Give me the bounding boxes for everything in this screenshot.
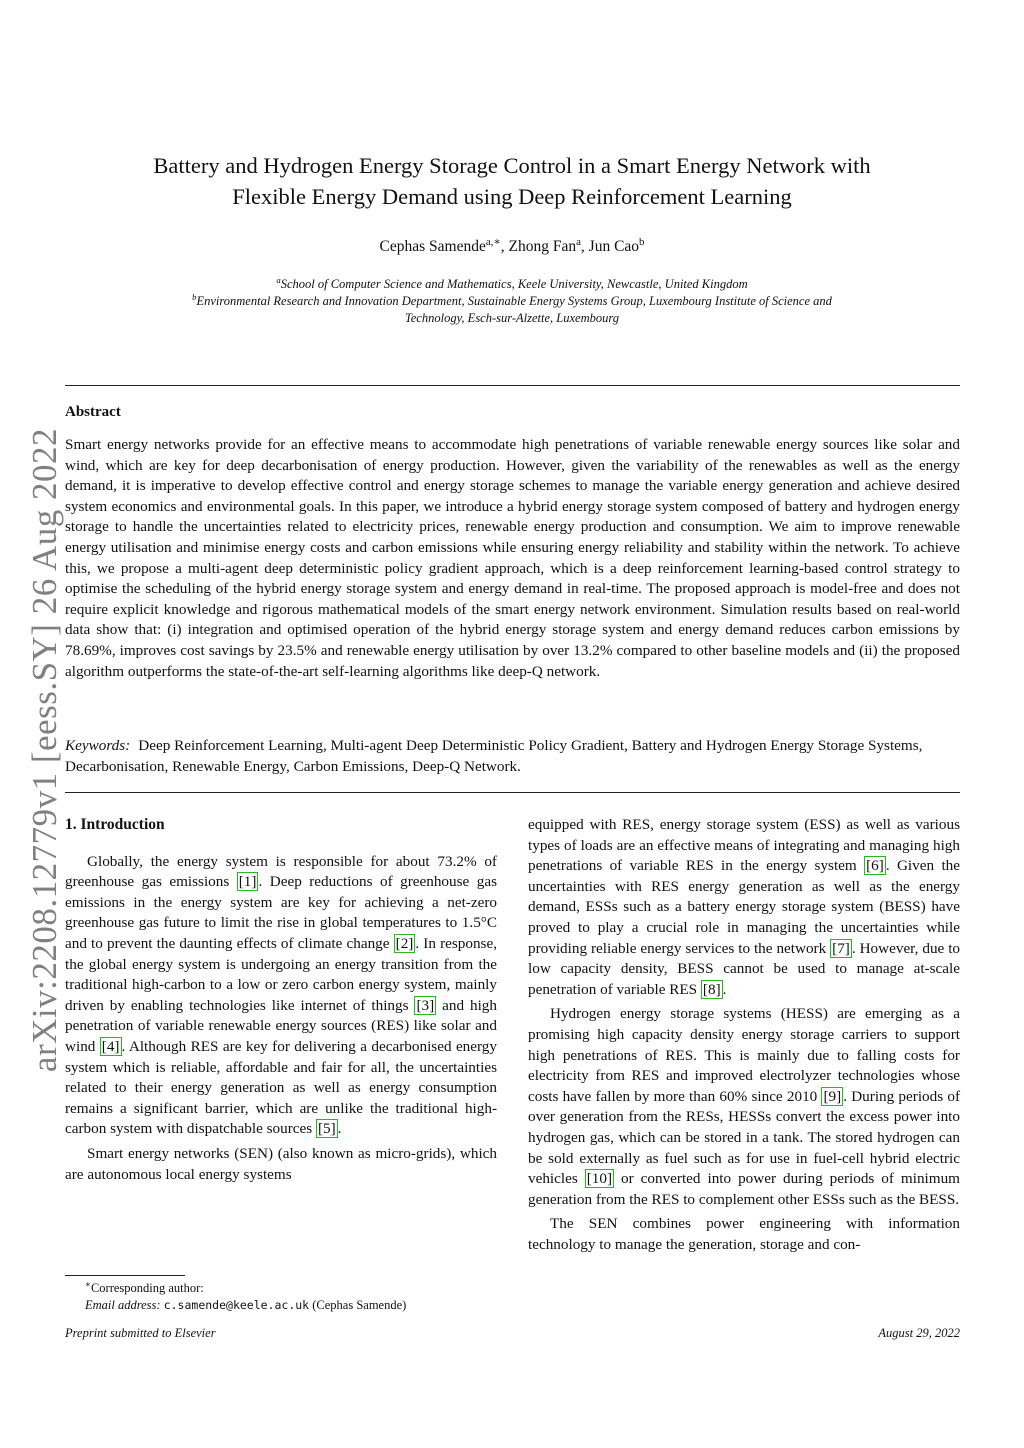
arxiv-identifier: arXiv:2208.12779v1 [eess.SY] 26 Aug 2022: [25, 427, 64, 1073]
title-line-1: Battery and Hydrogen Energy Storage Control in a Smart Energy Network with: [153, 153, 871, 178]
citation-link[interactable]: [4]: [101, 1037, 120, 1055]
intro-paragraph-1: Globally, the energy system is responsible for about 73.2% of greenhouse gas emissions [1] . Deep reductions of greenhouse gas emissions in the energy system are key for achieving a net-zero greenhouse gas future to limit the rise in global temperatures to 1.5°C and to prevent the daunting effects of climate change [2] . In response, the global energy system is undergoing an energy transition from the traditional high-carbon to a low or zero carbon energy system, mainly driven by enabling technologies like internet of things [3] and high penetration of variable renewable energy sources (RES) like solar and wind [4] . Although RES are key for delivering a decarbonised energy system which is reliable, affordable and fair for all, the uncertainties related to their energy generation as well as energy consumption remains a significant barrier, which are unlike the traditional high-carbon system with dispatchable sources [5] .: [65, 852, 498, 1138]
preprint-note: Preprint submitted to Elsevier: [65, 1326, 216, 1340]
citation-link[interactable]: [3]: [416, 996, 435, 1014]
abstract-heading: Abstract: [65, 404, 121, 420]
right-column: [528, 815, 960, 1259]
keywords-text: Deep Reinforcement Learning, Multi-agent Deep Deterministic Policy Gradient, Battery and Hydrogen Energy Storage Systems, Decarbonisation, Renewable Energy, Carbon Emissions, Deep-Q Network.: [65, 737, 923, 775]
keywords-label: Keywords:: [65, 737, 131, 754]
preprint-date: August 29, 2022: [878, 1326, 960, 1340]
top-divider: [65, 385, 960, 386]
corresponding-author-note: ∗Corresponding author:: [85, 1278, 204, 1295]
citation-link[interactable]: [2]: [395, 934, 414, 952]
affiliations: [70, 276, 954, 327]
title-line-2: Flexible Energy Demand using Deep Reinforcement Learning: [232, 184, 792, 209]
author-2: Zhong Fan$^a$,: [508, 235, 589, 255]
paper-title: [70, 150, 954, 212]
section-heading-introduction: 1. Introduction: [65, 816, 165, 833]
citation-link[interactable]: [7]: [832, 939, 850, 957]
abstract-text: Smart energy networks provide for an effective means to accommodate high penetrations of variable renewable energy sources like solar and wind, which are key for deep decarbonisation of energy production. However, given the variability of the renewables as well as the energy demand, it is imperative to develop effective control and energy storage schemes to manage the variable energy generation and achieve desired system economics and environmental goals. In this paper, we introduce a hybrid energy storage system composed of battery and hydrogen energy storage to handle the uncertainties related to electricity prices, renewable energy production and consumption. We aim to improve renewable energy utilisation and minimise energy costs and carbon emissions while ensuring energy reliability and stability within the network. To achieve this, we propose a multi-agent deep deterministic policy gradient approach, which is a deep reinforcement learning-based control strategy to optimise the scheduling of the hybrid energy storage system and energy demand in real-time. The proposed approach is model-free and does not require explicit knowledge and rigorous mathematical models of the smart energy network environment. Simulation results based on real-world data show that: (i) integration and optimised operation of the hybrid energy storage system and energy demand reduces carbon emissions by 78.69%, improves cost savings by 23.5% and renewable energy utilisation by over 13.2% compared to other baseline models and (ii) the proposed algorithm outperforms the state-of-the-art self-learning algorithms like deep-Q network.: [65, 436, 960, 680]
affiliation-a: $^a$School of Computer Science and Mathematics, Keele University, Newcastle, United Kingdom: [276, 274, 748, 291]
email-address[interactable]: c.samende@keele.ac.uk: [163, 1298, 310, 1312]
affiliation-b: $^b$Environmental Research and Innovation Department, Sustainable Energy Systems Group, Luxembourg Institute of Science and: [192, 291, 832, 308]
left-column: [65, 815, 497, 1189]
intro-paragraph-2: Smart energy networks (SEN) (also known as micro-grids), which are autonomous local energy systems: [65, 1144, 497, 1183]
bottom-divider: [65, 792, 960, 793]
intro-paragraph-3: Hydrogen energy storage systems (HESS) are emerging as a promising high capacity density energy storage carriers to support high penetrations of RES. This is mainly due to falling costs for electricity from RES and improved electrolyzer technologies whose costs have fallen by more than 60% since 2010 [9] . During periods of over generation from the RESs, HESSs convert the excess power into hydrogen gas, which can be stored in a tank. The stored hydrogen can be sold externally as fuel such as for use in fuel-cell hybrid electric vehicles [10] or converted into power during periods of minimum generation from the RES to complement other ESSs such as the BESS.: [528, 1005, 961, 1208]
email-note: Email address: c.samende@keele.ac.uk (Cephas Samende): [85, 1298, 407, 1312]
footnote: [65, 1280, 505, 1314]
author-1: Cephas Samende$^{a,∗}$,: [379, 235, 509, 255]
intro-paragraph-2-continued: equipped with RES, energy storage system (ESS) as well as various types of loads are an effective means of integrating and managing high penetrations of variable RES in the energy system [6] . Given the uncertainties with RES energy generation as well as the energy demand, ESSs such as a battery energy storage system (BESS) have proved to play a crucial role in managing the uncertainties while providing reliable energy services to the network [7] . However, due to low capacity density, BESS cannot be used to manage at-scale penetration of variable RES [8] .: [528, 816, 961, 998]
author-3: Jun Cao$^b$: [588, 235, 645, 255]
citation-link[interactable]: [9]: [823, 1087, 842, 1105]
citation-link[interactable]: [10]: [586, 1170, 613, 1188]
intro-paragraph-4: The SEN combines power engineering with information technology to manage the generation, storage and con-: [528, 1215, 960, 1253]
citation-link[interactable]: [5]: [317, 1120, 336, 1138]
affiliation-b-continued: Technology, Esch-sur-Alzette, Luxembourg: [404, 311, 620, 325]
citation-link[interactable]: [6]: [866, 857, 884, 875]
citation-link[interactable]: [1]: [238, 873, 257, 891]
keywords: [65, 736, 960, 777]
author-list: [70, 235, 954, 256]
citation-link[interactable]: [8]: [702, 980, 721, 998]
footnote-divider: [65, 1275, 185, 1276]
